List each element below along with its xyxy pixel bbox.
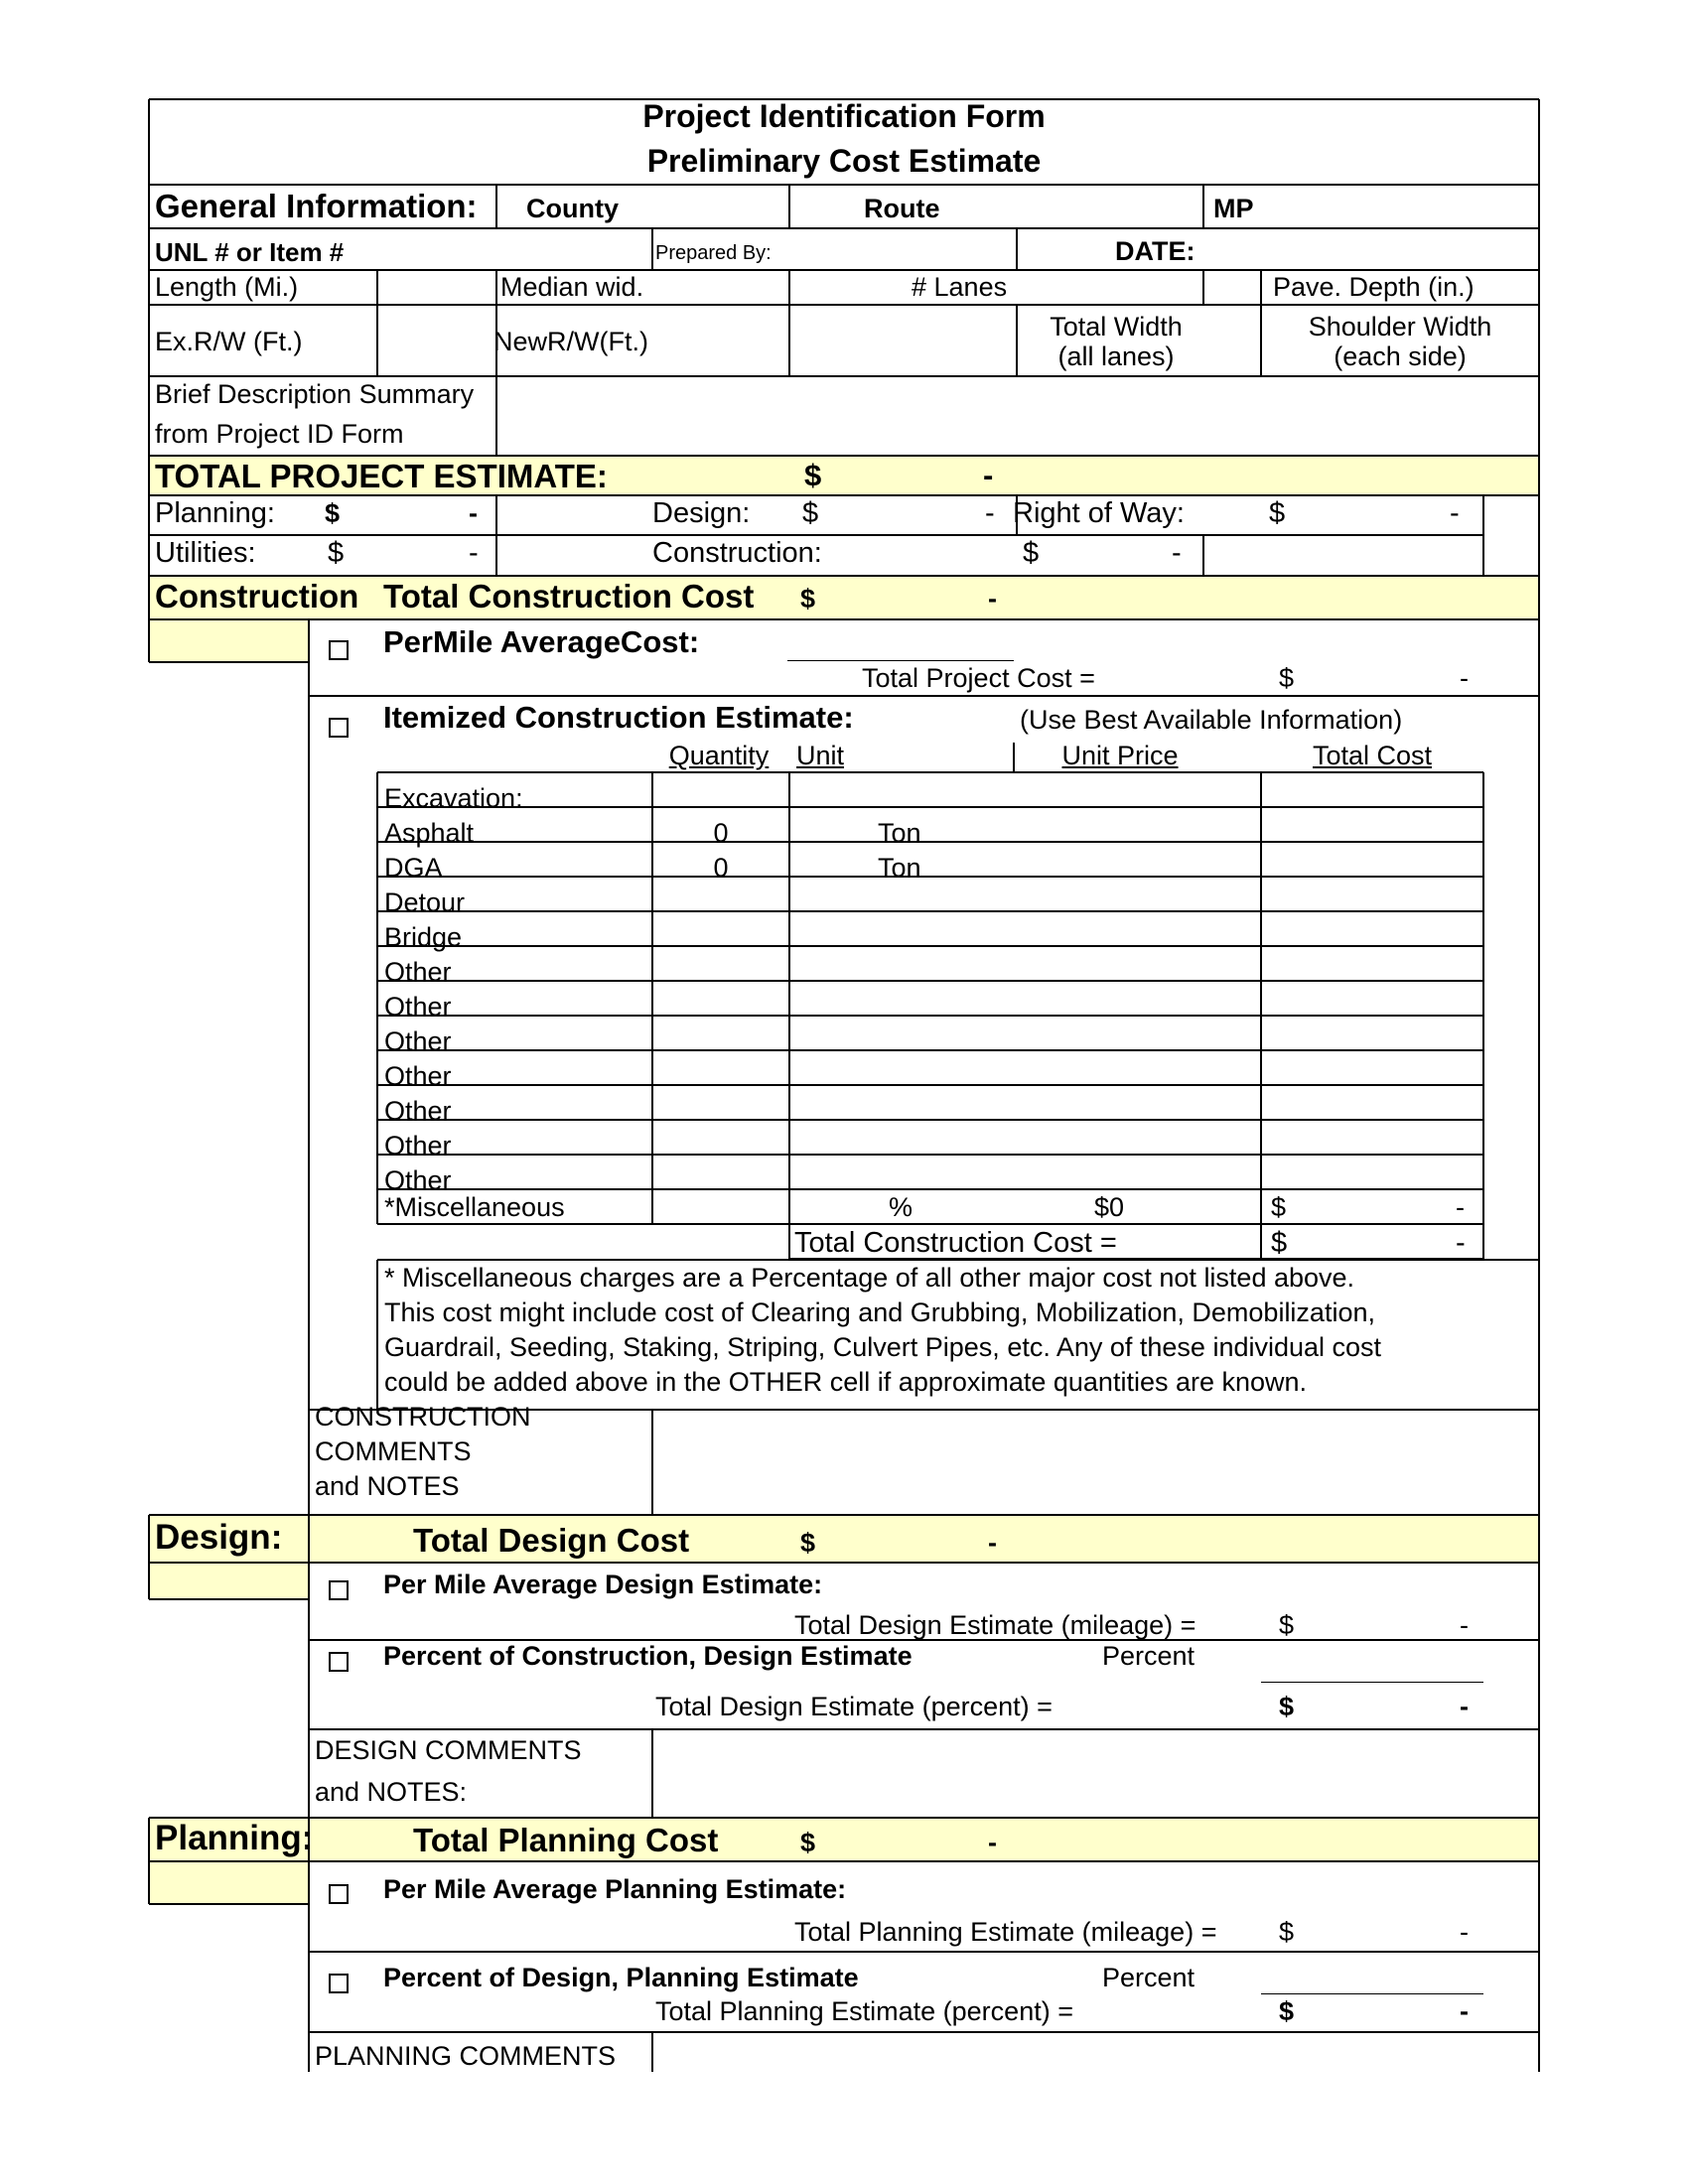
item-label: Other bbox=[384, 1131, 452, 1160]
construction-comments-label-3: and NOTES bbox=[315, 1471, 460, 1501]
grid-line bbox=[1016, 228, 1018, 270]
grid-line bbox=[651, 1410, 653, 1515]
general-information-heading: General Information: bbox=[155, 188, 478, 224]
construction-summary-currency: $ bbox=[1023, 537, 1040, 569]
design-comments-label-2: and NOTES: bbox=[315, 1777, 468, 1807]
planning-percent-value: - bbox=[1460, 1996, 1469, 2026]
grid-line bbox=[376, 1260, 378, 1410]
grid-line bbox=[1482, 495, 1484, 576]
planning-comments-field[interactable] bbox=[652, 2032, 1539, 2072]
planning-per-mile-checkbox[interactable] bbox=[329, 1884, 349, 1904]
design-percent-field[interactable] bbox=[1261, 1682, 1483, 1683]
total-project-value: - bbox=[983, 458, 994, 492]
item-label: DGA bbox=[384, 853, 443, 883]
design-percent-value: - bbox=[1460, 1692, 1469, 1721]
grid-line bbox=[651, 772, 653, 1224]
grid-line bbox=[149, 575, 1539, 577]
design-per-mile-checkbox[interactable] bbox=[329, 1580, 349, 1600]
construction-heading: Construction bbox=[155, 578, 359, 614]
planning-mileage-currency: $ bbox=[1279, 1917, 1295, 1947]
construction-comments-label-1: CONSTRUCTION bbox=[315, 1402, 531, 1432]
planning-percent-label: Percent of Design, Planning Estimate bbox=[383, 1963, 859, 1992]
total-cost-column-header: Total Cost bbox=[1312, 741, 1433, 770]
length-label: Length (Mi.) bbox=[155, 272, 299, 302]
grid-line bbox=[376, 270, 378, 376]
grid-line bbox=[149, 1562, 1539, 1564]
planning-summary-value: - bbox=[469, 498, 478, 528]
itemized-estimate-checkbox[interactable] bbox=[329, 718, 349, 738]
design-comments-field[interactable] bbox=[652, 1729, 1539, 1818]
brief-description-sub-label: from Project ID Form bbox=[155, 419, 404, 449]
item-quantity: 0 bbox=[713, 818, 729, 848]
misc-currency: $ bbox=[1271, 1192, 1287, 1222]
total-construction-cost-row-label: Total Construction Cost = bbox=[794, 1227, 1117, 1259]
total-width-label: Total Width bbox=[1050, 312, 1183, 341]
grid-line bbox=[1016, 495, 1018, 535]
misc-percent: % bbox=[889, 1192, 914, 1222]
pave-depth-label: Pave. Depth (in.) bbox=[1273, 272, 1475, 302]
misc-note-line-1: * Miscellaneous charges are a Percentage of all other major cost not listed above. bbox=[384, 1263, 1355, 1293]
right-of-way-summary-currency: $ bbox=[1269, 497, 1286, 529]
grid-line bbox=[309, 695, 1539, 697]
prepared-by-label: Prepared By: bbox=[655, 242, 772, 264]
grid-line bbox=[651, 228, 653, 270]
grid-line bbox=[149, 98, 1539, 100]
item-label: Other bbox=[384, 1026, 452, 1056]
design-percent-total-label: Total Design Estimate (percent) = bbox=[655, 1692, 1053, 1721]
design-percent-checkbox[interactable] bbox=[329, 1652, 349, 1672]
grid-line bbox=[1202, 535, 1204, 576]
planning-per-mile-label: Per Mile Average Planning Estimate: bbox=[383, 1874, 847, 1904]
grid-line bbox=[651, 1729, 653, 1818]
grid-line bbox=[309, 1639, 1539, 1641]
total-planning-currency: $ bbox=[800, 1828, 816, 1857]
grid-line bbox=[149, 494, 1539, 496]
design-mileage-currency: $ bbox=[1279, 1610, 1295, 1640]
misc-amount: $0 bbox=[1094, 1192, 1125, 1222]
grid-line bbox=[149, 1817, 1539, 1819]
grid-line bbox=[377, 1188, 1483, 1190]
grid-line bbox=[149, 184, 1539, 186]
grid-line bbox=[495, 376, 497, 456]
design-mileage-total-label: Total Design Estimate (mileage) = bbox=[794, 1610, 1196, 1640]
misc-item-label: *Miscellaneous bbox=[384, 1192, 565, 1222]
design-percent-currency: $ bbox=[1279, 1692, 1295, 1721]
brief-description-label: Brief Description Summary bbox=[155, 379, 475, 409]
item-label: Other bbox=[384, 992, 452, 1022]
grid-line bbox=[377, 1223, 1483, 1225]
total-project-cost-value: - bbox=[1460, 663, 1469, 693]
unl-label: UNL # or Item # bbox=[155, 237, 345, 267]
planning-percent-word: Percent bbox=[1102, 1963, 1196, 1992]
grid-line bbox=[148, 1515, 150, 1599]
grid-line bbox=[1013, 743, 1015, 772]
grid-line bbox=[376, 772, 378, 1224]
grid-line bbox=[1482, 772, 1484, 1259]
planning-comments-label: PLANNING COMMENTS bbox=[315, 2041, 617, 2071]
planning-summary-currency: $ bbox=[325, 498, 341, 528]
grid-line bbox=[377, 841, 1483, 843]
grid-line bbox=[149, 455, 1539, 457]
grid-line bbox=[149, 661, 309, 663]
median-width-label: Median wid. bbox=[500, 272, 644, 302]
grid-line bbox=[1260, 270, 1262, 376]
utilities-summary-currency: $ bbox=[328, 537, 345, 569]
grid-line bbox=[149, 1903, 309, 1905]
grid-line bbox=[149, 1598, 309, 1600]
grid-line bbox=[1538, 99, 1540, 2072]
per-mile-average-checkbox[interactable] bbox=[329, 640, 349, 660]
unit-column-header: Unit bbox=[796, 741, 845, 770]
grid-line bbox=[495, 270, 497, 376]
grid-line bbox=[1260, 772, 1262, 1259]
date-label: DATE: bbox=[1115, 236, 1196, 266]
grid-line bbox=[308, 619, 310, 2072]
planning-percent-total-label: Total Planning Estimate (percent) = bbox=[655, 1996, 1073, 2026]
county-label: County bbox=[526, 194, 619, 223]
utilities-summary-value: - bbox=[469, 537, 479, 569]
total-construction-cost-label: Total Construction Cost bbox=[383, 578, 755, 614]
ex-rw-label: Ex.R/W (Ft.) bbox=[155, 327, 303, 356]
quantity-column-header: Quantity bbox=[668, 741, 770, 770]
construction-comments-label-2: COMMENTS bbox=[315, 1436, 472, 1466]
item-label: Excavation: bbox=[384, 783, 523, 813]
total-width-sub-label: (all lanes) bbox=[1057, 341, 1175, 371]
utilities-summary-label: Utilities: bbox=[155, 537, 256, 569]
right-of-way-summary-value: - bbox=[1450, 497, 1460, 529]
grid-line bbox=[377, 771, 1483, 773]
grid-line bbox=[651, 2032, 653, 2072]
grid-line bbox=[377, 876, 1483, 878]
total-design-value: - bbox=[988, 1528, 997, 1558]
itemized-estimate-note: (Use Best Available Information) bbox=[1020, 705, 1403, 735]
planning-summary-label: Planning: bbox=[155, 497, 275, 529]
grid-line bbox=[309, 2031, 1539, 2033]
item-quantity: 0 bbox=[713, 853, 729, 883]
per-mile-average-label: PerMile AverageCost: bbox=[383, 624, 700, 659]
grid-line bbox=[377, 1049, 1483, 1051]
total-planning-value: - bbox=[988, 1828, 997, 1857]
planning-mileage-total-label: Total Planning Estimate (mileage) = bbox=[794, 1917, 1217, 1947]
item-label: Other bbox=[384, 1061, 452, 1091]
misc-note-line-4: could be added above in the OTHER cell if approximate quantities are known. bbox=[384, 1367, 1308, 1397]
grid-line bbox=[149, 618, 1539, 620]
grid-line bbox=[149, 375, 1539, 377]
item-label: Other bbox=[384, 1165, 452, 1195]
construction-summary-value: - bbox=[1172, 537, 1182, 569]
grid-line bbox=[377, 1119, 1483, 1121]
total-construction-value: - bbox=[988, 584, 997, 614]
total-planning-cost-label: Total Planning Cost bbox=[413, 1822, 719, 1858]
brief-description-field[interactable] bbox=[496, 376, 1539, 456]
grid-line bbox=[1016, 305, 1018, 376]
route-label: Route bbox=[864, 194, 940, 223]
grid-line bbox=[788, 270, 790, 376]
design-heading: Design: bbox=[155, 1518, 283, 1557]
shoulder-width-sub-label: (each side) bbox=[1334, 341, 1467, 371]
item-unit: Ton bbox=[878, 818, 921, 848]
grid-line bbox=[309, 1409, 1539, 1411]
design-summary-currency: $ bbox=[802, 497, 819, 529]
total-construction-cost-row-currency: $ bbox=[1271, 1227, 1288, 1259]
grid-line bbox=[309, 1728, 1539, 1730]
form-title: Project Identification Form bbox=[642, 98, 1046, 134]
total-project-cost-currency: $ bbox=[1279, 663, 1295, 693]
planning-percent-checkbox[interactable] bbox=[329, 1974, 349, 1993]
form-subtitle: Preliminary Cost Estimate bbox=[646, 143, 1042, 179]
right-of-way-summary-label: Right of Way: bbox=[1013, 497, 1185, 529]
design-summary-label: Design: bbox=[652, 497, 751, 529]
grid-line bbox=[495, 185, 497, 228]
grid-line bbox=[149, 227, 1539, 229]
planning-heading: Planning: bbox=[155, 1819, 314, 1857]
grid-line bbox=[495, 495, 497, 576]
grid-line bbox=[149, 1860, 1539, 1862]
grid-line bbox=[149, 534, 1483, 536]
total-project-currency: $ bbox=[804, 458, 822, 492]
item-label: Asphalt bbox=[384, 818, 475, 848]
grid-line bbox=[377, 1015, 1483, 1017]
grid-line bbox=[377, 910, 1483, 912]
item-label: Other bbox=[384, 1096, 452, 1126]
grid-line bbox=[149, 269, 1539, 271]
grid-line bbox=[149, 304, 1539, 306]
misc-note-line-2: This cost might include cost of Clearing and Grubbing, Mobilization, Demobilization, bbox=[384, 1297, 1375, 1327]
new-rw-label: NewR/W(Ft.) bbox=[493, 327, 648, 356]
total-design-currency: $ bbox=[800, 1528, 816, 1558]
grid-line bbox=[377, 1084, 1483, 1086]
unit-price-column-header: Unit Price bbox=[1061, 741, 1179, 770]
grid-line bbox=[309, 1951, 1539, 1953]
grid-line bbox=[149, 1514, 1539, 1516]
item-label: Detour bbox=[384, 887, 466, 917]
total-project-estimate-label: TOTAL PROJECT ESTIMATE: bbox=[155, 458, 608, 494]
shoulder-width-label: Shoulder Width bbox=[1308, 312, 1492, 341]
grid-line bbox=[1202, 185, 1204, 228]
item-unit: Ton bbox=[878, 853, 921, 883]
lanes-label: # Lanes bbox=[912, 272, 1008, 302]
grid-line bbox=[377, 806, 1483, 808]
total-project-cost-label: Total Project Cost = bbox=[862, 663, 1095, 693]
misc-value: - bbox=[1456, 1192, 1465, 1222]
grid-line bbox=[788, 185, 790, 228]
grid-line bbox=[377, 1154, 1483, 1156]
item-label: Other bbox=[384, 957, 452, 987]
design-percent-word: Percent bbox=[1102, 1641, 1196, 1671]
total-construction-cost-row-value: - bbox=[1456, 1227, 1466, 1259]
per-mile-average-field[interactable] bbox=[787, 660, 1014, 661]
design-comments-label-1: DESIGN COMMENTS bbox=[315, 1735, 582, 1765]
planning-percent-currency: $ bbox=[1279, 1996, 1295, 2026]
itemized-estimate-label: Itemized Construction Estimate: bbox=[383, 700, 854, 735]
design-mileage-value: - bbox=[1460, 1610, 1469, 1640]
mp-label: MP bbox=[1213, 194, 1254, 223]
grid-line bbox=[377, 980, 1483, 982]
grid-line bbox=[377, 945, 1483, 947]
planning-percent-field[interactable] bbox=[1261, 1993, 1483, 1994]
misc-note-line-3: Guardrail, Seeding, Staking, Striping, Culvert Pipes, etc. Any of these individual cost bbox=[384, 1332, 1382, 1362]
total-design-cost-label: Total Design Cost bbox=[413, 1522, 690, 1559]
design-per-mile-label: Per Mile Average Design Estimate: bbox=[383, 1570, 823, 1599]
grid-line bbox=[788, 772, 790, 1259]
design-percent-label: Percent of Construction, Design Estimate bbox=[383, 1641, 913, 1671]
construction-summary-label: Construction: bbox=[652, 537, 822, 569]
grid-line bbox=[377, 1259, 1539, 1261]
total-construction-currency: $ bbox=[800, 584, 816, 614]
design-summary-value: - bbox=[985, 497, 995, 529]
construction-comments-field[interactable] bbox=[652, 1410, 1539, 1515]
item-label: Bridge bbox=[384, 922, 463, 952]
planning-mileage-value: - bbox=[1460, 1917, 1469, 1947]
grid-line bbox=[1202, 270, 1204, 305]
